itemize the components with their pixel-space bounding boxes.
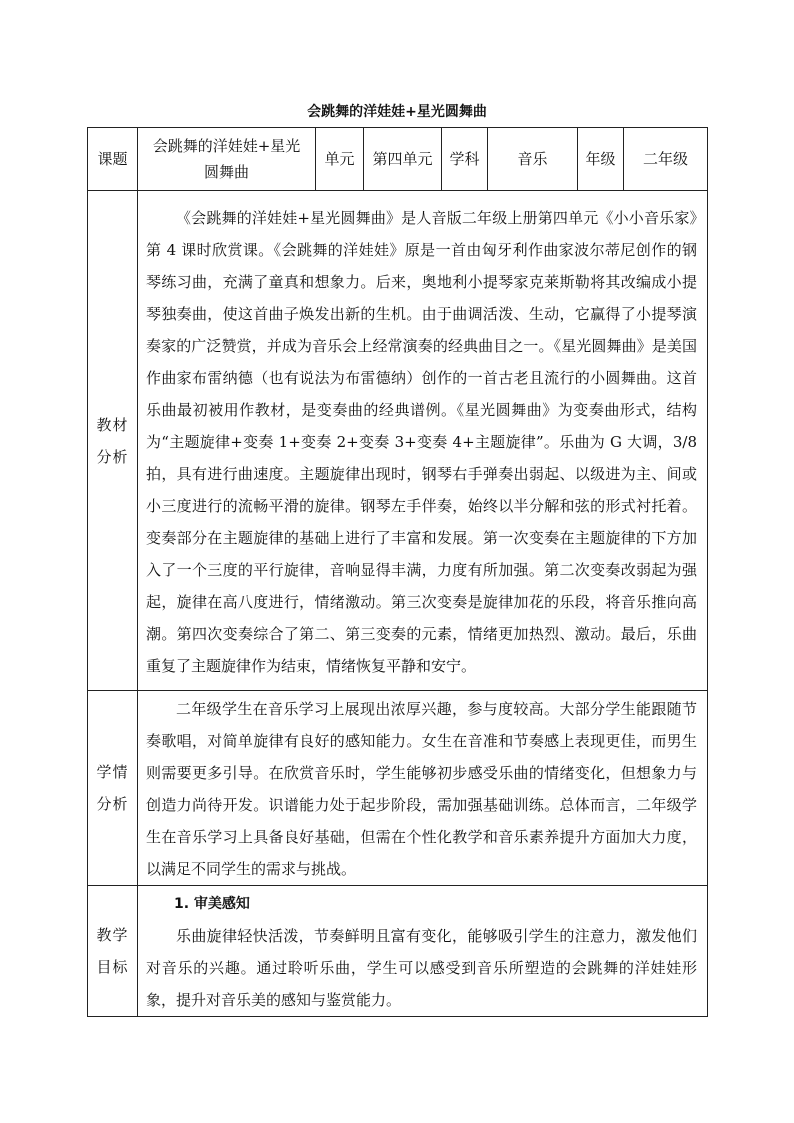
unit-value: 第四单元 (364, 128, 442, 191)
students-row (88, 691, 708, 886)
subject-label: 学科 (442, 128, 488, 191)
lesson-value (138, 128, 316, 191)
material-text: 《会跳舞的洋娃娃+星光圆舞曲》是人音版二年级上册第四单元《小小音乐家》第 4 课时欣赏课。《会跳舞的洋娃娃》原是一首由匈牙利作曲家波尔蒂尼创作的钢琴练习曲，充满了童真和想象力。后来，奥地利小提琴家克莱斯勒将其改编成小提琴独奏曲，使这首曲子焕发出新的生机。由于曲调活泼、生动，它赢得了小提琴演奏家的广泛赞赏，并成为音乐会上经常演奏的经典曲目之一。《星光圆舞曲》是美国作曲家布雷纳德（也有说法为布雷德纳）创作的一首古老且流行的小圆舞曲。这首乐曲最初被用作教材，是变奏曲的经典谱例。《星光圆舞曲》为变奏曲形式，结构为“主题旋律+变奏 1+变奏 2+变奏 3+变奏 4+主题旋律”。乐曲为 G 大调，3/8 拍，具有进行曲速度。主题旋律出现时，钢琴右手弹奏出弱起、以级进为主、间或小三度进行的流畅平滑的旋律。钢琴左手伴奏，始终以半分解和弦的形式衬托着。变奏部分在主题旋律的基础上进行了丰富和发展。第一次变奏在主题旋律的下方加入了一个三度的平行旋律，音响显得丰满，力度有所加强。第二次变奏改弱起为强起，旋律在高八度进行，情绪激动。第三次变奏是旋律加花的乐段，将音乐推向高潮。第四次变奏综合了第二、第三变奏的元素，情绪更加热烈、激动。最后，乐曲重复了主题旋律作为结束，情绪恢复平静和安宁。 (146, 208, 697, 675)
material-label (88, 191, 138, 691)
material-label-line2: 分析 (96, 447, 129, 466)
goals-content (138, 886, 708, 1017)
lesson-plan-table (87, 127, 708, 1017)
document-title: 会跳舞的洋娃娃+星光圆舞曲 (307, 104, 487, 120)
students-label-line2: 分析 (96, 795, 129, 813)
goals-label-line1: 教学 (96, 926, 129, 944)
students-text: 二年级学生在音乐学习上展现出浓厚兴趣，参与度较高。大部分学生能跟随节奏歌唱，对简单旋律有良好的感知能力。女生在音准和节奏感上表现更佳，而男生则需要更多引导。在欣赏音乐时，学生能够初步感受乐曲的情绪变化，但想象力与创造力尚待开发。识谱能力处于起步阶段，需加强基础训练。总体而言，二年级学生在音乐学习上具备良好基础，但需在个性化教学和音乐素养提升方面加大力度，以满足不同学生的需求与挑战。 (146, 700, 697, 878)
header-row (88, 128, 708, 191)
subject-value: 音乐 (488, 128, 578, 191)
students-label (88, 691, 138, 886)
material-content (138, 191, 708, 691)
unit-label: 单元 (316, 128, 364, 191)
students-label-line1: 学情 (96, 763, 129, 781)
grade-label: 年级 (578, 128, 624, 191)
goals-label (88, 886, 138, 1017)
students-content (138, 691, 708, 886)
grade-value: 二年级 (624, 128, 708, 191)
lesson-value-line1: 会跳舞的洋娃娃+星光 (152, 137, 301, 155)
lesson-value-line2: 圆舞曲 (203, 163, 249, 181)
material-row (88, 191, 708, 691)
goals-label-line2: 目标 (96, 958, 129, 976)
goals-text: 乐曲旋律轻快活泼，节奏鲜明且富有变化，能够吸引学生的注意力，激发他们对音乐的兴趣。通过聆听乐曲，学生可以感受到音乐所塑造的会跳舞的洋娃娃形象，提升对音乐美的感知与鉴赏能力。 (146, 927, 697, 1009)
goals-subheading: 1. 审美感知 (174, 896, 250, 912)
material-label-line1: 教材 (96, 415, 129, 434)
lesson-label: 课题 (88, 128, 138, 191)
goals-row (88, 886, 708, 1017)
